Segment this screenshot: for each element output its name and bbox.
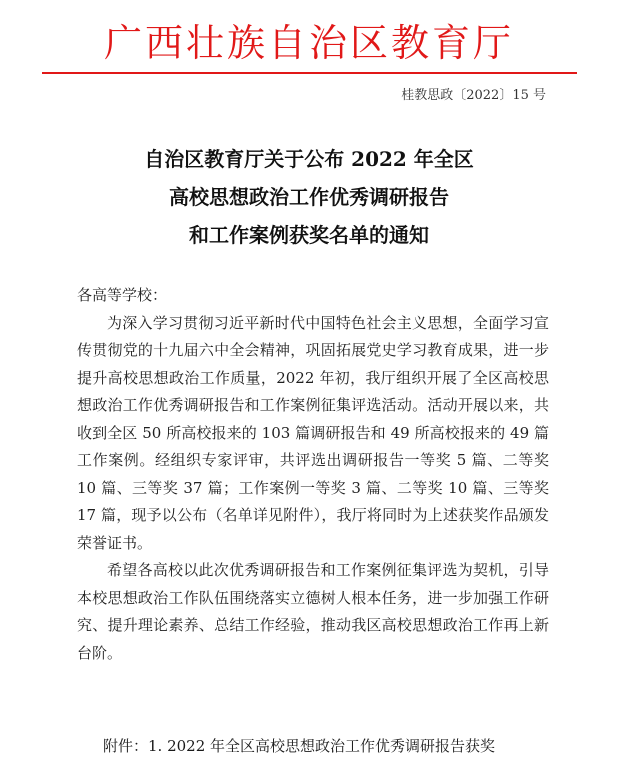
red-divider-line	[42, 72, 577, 74]
attachment-line: 附件：1. 2022 年全区高校思想政治工作优秀调研报告获奖	[103, 737, 496, 755]
document-number: 桂教思政〔2022〕15 号	[401, 88, 546, 103]
paragraph-2: 希望各高校以此次优秀调研报告和工作案例征集评选为契机，引导本校思想政治工作队伍围绕落实立德树人根本任务，进一步加强工作研究、提升理论素养、总结工作经验，推动我区高校思想政治工作再上新台阶。	[77, 561, 549, 662]
title-line-1: 自治区教育厅关于公布 2022 年全区	[144, 147, 474, 171]
salutation: 各高等学校：	[77, 286, 168, 304]
agency-header: 广西壮族自治区教育厅	[103, 21, 514, 65]
title-line-2: 高校思想政治工作优秀调研报告	[169, 185, 449, 209]
paragraph-1: 为深入学习贯彻习近平新时代中国特色社会主义思想，全面学习宣传贯彻党的十九届六中全会精神，巩固拓展党史学习教育成果，进一步提升高校思想政治工作质量，2022 年初，我厅组织开展了全区高校思想政治工作优秀调研报告和工作案例征集评选活动。活动开展以来，共收到全区 50 所高校报来的 103 篇调研报告和 49 所高校报来的 49 篇工作案例。经组织专家评审，共评选出调研报告一等奖 5 篇、二等奖 10 篇、三等奖 37 篇；工作案例一等奖 3 篇、二等奖 10 篇、三等奖 17 篇，现予以公布（名单详见附件），我厅将同时为上述获奖作品颁发荣誉证书。	[77, 313, 549, 552]
document-body	[77, 282, 549, 667]
document-title	[0, 140, 618, 254]
title-line-3: 和工作案例获奖名单的通知	[189, 223, 429, 247]
